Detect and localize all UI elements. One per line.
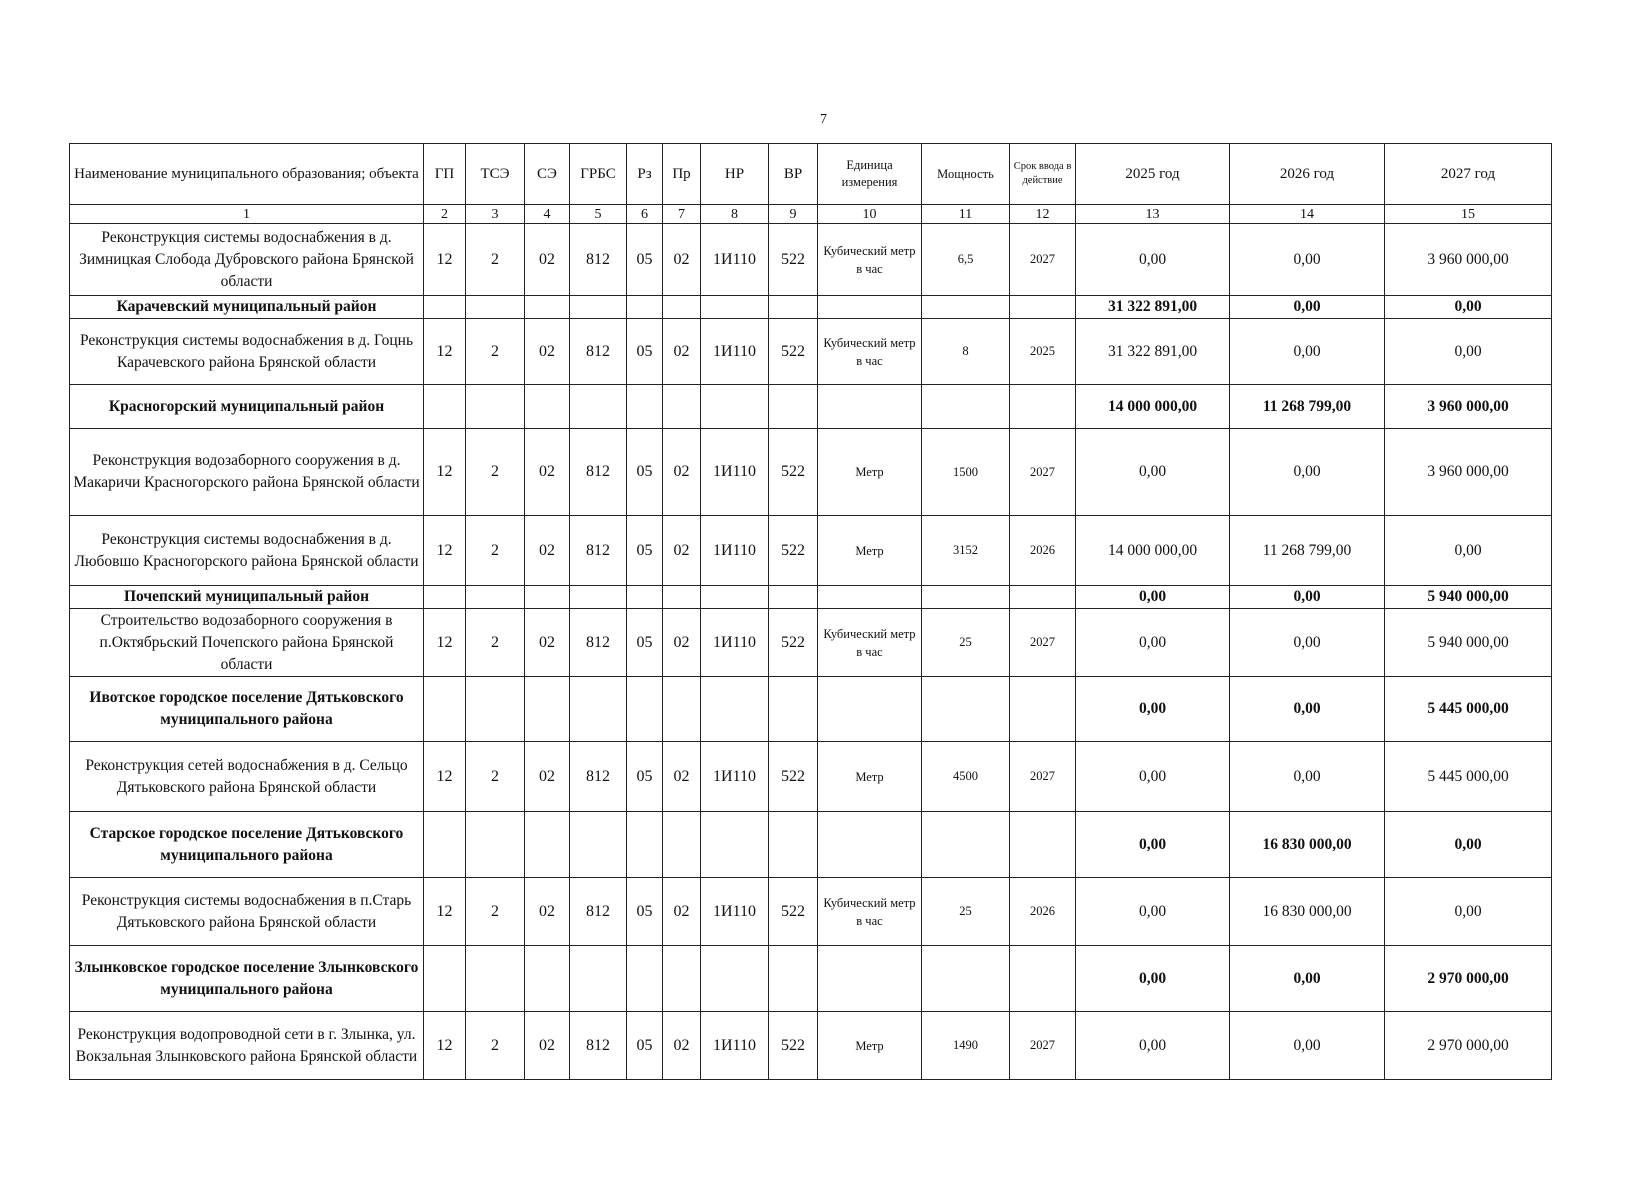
cell-grbs: 812 — [570, 319, 627, 385]
header-nr: НР — [701, 144, 769, 205]
cell-2026: 0,00 — [1230, 677, 1385, 742]
empty-cell — [466, 586, 525, 609]
cell-grbs: 812 — [570, 1012, 627, 1080]
cell-2025: 0,00 — [1076, 1012, 1230, 1080]
cell-vr: 522 — [769, 319, 818, 385]
cell-2026: 0,00 — [1230, 742, 1385, 812]
cell-se: 02 — [525, 516, 570, 586]
cell-se: 02 — [525, 878, 570, 946]
cell-2027: 5 940 000,00 — [1385, 586, 1552, 609]
cell-term: 2027 — [1010, 609, 1076, 677]
object-name: Реконструкция системы водоснабжения в д. Зимницкая Слобода Дубровского района Брянской области — [70, 224, 424, 296]
empty-cell — [701, 586, 769, 609]
header-rz: Рз — [627, 144, 663, 205]
header-pr: Пр — [663, 144, 701, 205]
empty-cell — [818, 385, 922, 429]
cell-vr: 522 — [769, 878, 818, 946]
cell-2027: 2 970 000,00 — [1385, 1012, 1552, 1080]
empty-cell — [922, 296, 1010, 319]
column-number: 8 — [701, 205, 769, 224]
column-number: 4 — [525, 205, 570, 224]
cell-tse: 2 — [466, 516, 525, 586]
table-row — [70, 224, 1552, 296]
cell-term: 2027 — [1010, 224, 1076, 296]
cell-2025: 0,00 — [1076, 586, 1230, 609]
cell-gp: 12 — [424, 742, 466, 812]
header-2025: 2025 год — [1076, 144, 1230, 205]
cell-vr: 522 — [769, 516, 818, 586]
column-number: 6 — [627, 205, 663, 224]
cell-power: 1500 — [922, 429, 1010, 516]
column-number: 15 — [1385, 205, 1552, 224]
empty-cell — [525, 296, 570, 319]
column-number: 5 — [570, 205, 627, 224]
cell-term: 2027 — [1010, 429, 1076, 516]
column-number: 14 — [1230, 205, 1385, 224]
cell-2027: 0,00 — [1385, 296, 1552, 319]
header-row — [70, 144, 1552, 205]
empty-cell — [466, 296, 525, 319]
group-name: Ивотское городское поселение Дятьковского муниципального района — [70, 677, 424, 742]
header-2027: 2027 год — [1385, 144, 1552, 205]
empty-cell — [1010, 812, 1076, 878]
empty-cell — [570, 812, 627, 878]
table-row — [70, 609, 1552, 677]
empty-cell — [663, 385, 701, 429]
cell-2027: 0,00 — [1385, 878, 1552, 946]
empty-cell — [818, 812, 922, 878]
empty-cell — [1010, 946, 1076, 1012]
empty-cell — [818, 296, 922, 319]
empty-cell — [922, 812, 1010, 878]
empty-cell — [922, 385, 1010, 429]
cell-se: 02 — [525, 429, 570, 516]
cell-2025: 0,00 — [1076, 742, 1230, 812]
cell-term: 2026 — [1010, 516, 1076, 586]
cell-grbs: 812 — [570, 742, 627, 812]
cell-2027: 2 970 000,00 — [1385, 946, 1552, 1012]
empty-cell — [663, 677, 701, 742]
cell-power: 4500 — [922, 742, 1010, 812]
cell-unit: Кубический метр в час — [818, 609, 922, 677]
empty-cell — [769, 296, 818, 319]
cell-2025: 0,00 — [1076, 812, 1230, 878]
empty-cell — [466, 946, 525, 1012]
cell-power: 8 — [922, 319, 1010, 385]
cell-pr: 02 — [663, 429, 701, 516]
cell-nr: 1И110 — [701, 224, 769, 296]
empty-cell — [525, 946, 570, 1012]
cell-se: 02 — [525, 224, 570, 296]
cell-2025: 0,00 — [1076, 609, 1230, 677]
header-grbs: ГРБС — [570, 144, 627, 205]
cell-term: 2026 — [1010, 878, 1076, 946]
cell-2026: 16 830 000,00 — [1230, 878, 1385, 946]
cell-tse: 2 — [466, 224, 525, 296]
object-name: Реконструкция системы водоснабжения в п.Старь Дятьковского района Брянской области — [70, 878, 424, 946]
empty-cell — [1010, 586, 1076, 609]
cell-rz: 05 — [627, 516, 663, 586]
empty-cell — [525, 385, 570, 429]
empty-cell — [769, 385, 818, 429]
cell-unit: Метр — [818, 1012, 922, 1080]
cell-unit: Кубический метр в час — [818, 224, 922, 296]
empty-cell — [922, 677, 1010, 742]
group-row — [70, 812, 1552, 878]
group-row — [70, 296, 1552, 319]
cell-2026: 0,00 — [1230, 224, 1385, 296]
table-row — [70, 1012, 1552, 1080]
cell-rz: 05 — [627, 609, 663, 677]
cell-power: 25 — [922, 878, 1010, 946]
cell-term: 2025 — [1010, 319, 1076, 385]
empty-cell — [424, 677, 466, 742]
group-row — [70, 946, 1552, 1012]
object-name: Реконструкция водопроводной сети в г. Злынка, ул. Вокзальная Злынковского района Брянской области — [70, 1012, 424, 1080]
cell-vr: 522 — [769, 1012, 818, 1080]
cell-grbs: 812 — [570, 429, 627, 516]
cell-rz: 05 — [627, 429, 663, 516]
cell-2025: 0,00 — [1076, 878, 1230, 946]
cell-rz: 05 — [627, 1012, 663, 1080]
cell-2025: 14 000 000,00 — [1076, 385, 1230, 429]
cell-2027: 5 940 000,00 — [1385, 609, 1552, 677]
cell-term: 2027 — [1010, 742, 1076, 812]
group-name: Старское городское поселение Дятьковского муниципального района — [70, 812, 424, 878]
cell-se: 02 — [525, 1012, 570, 1080]
cell-pr: 02 — [663, 319, 701, 385]
column-number: 2 — [424, 205, 466, 224]
cell-se: 02 — [525, 319, 570, 385]
cell-2026: 16 830 000,00 — [1230, 812, 1385, 878]
cell-unit: Метр — [818, 516, 922, 586]
cell-tse: 2 — [466, 878, 525, 946]
cell-tse: 2 — [466, 429, 525, 516]
cell-2025: 0,00 — [1076, 677, 1230, 742]
object-name: Строительство водозаборного сооружения в п.Октябрьский Почепского района Брянской области — [70, 609, 424, 677]
cell-grbs: 812 — [570, 516, 627, 586]
empty-cell — [769, 946, 818, 1012]
cell-tse: 2 — [466, 742, 525, 812]
cell-2027: 3 960 000,00 — [1385, 224, 1552, 296]
object-name: Реконструкция системы водоснабжения в д. Гоцнь Карачевского района Брянской области — [70, 319, 424, 385]
column-number: 7 — [663, 205, 701, 224]
cell-2027: 5 445 000,00 — [1385, 677, 1552, 742]
column-number: 12 — [1010, 205, 1076, 224]
cell-vr: 522 — [769, 429, 818, 516]
cell-tse: 2 — [466, 1012, 525, 1080]
cell-2026: 0,00 — [1230, 946, 1385, 1012]
table-row — [70, 742, 1552, 812]
empty-cell — [466, 812, 525, 878]
object-name: Реконструкция водозаборного сооружения в д. Макаричи Красногорского района Брянской области — [70, 429, 424, 516]
header-vr: ВР — [769, 144, 818, 205]
empty-cell — [627, 946, 663, 1012]
cell-pr: 02 — [663, 878, 701, 946]
header-se: СЭ — [525, 144, 570, 205]
cell-2027: 5 445 000,00 — [1385, 742, 1552, 812]
empty-cell — [466, 677, 525, 742]
cell-power: 25 — [922, 609, 1010, 677]
cell-grbs: 812 — [570, 609, 627, 677]
cell-pr: 02 — [663, 1012, 701, 1080]
header-term: Срок ввода в действие — [1010, 144, 1076, 205]
empty-cell — [701, 385, 769, 429]
empty-cell — [424, 946, 466, 1012]
cell-2027: 3 960 000,00 — [1385, 429, 1552, 516]
column-number: 1 — [70, 205, 424, 224]
cell-gp: 12 — [424, 319, 466, 385]
cell-gp: 12 — [424, 429, 466, 516]
group-row — [70, 586, 1552, 609]
empty-cell — [922, 586, 1010, 609]
group-name: Злынковское городское поселение Злынковского муниципального района — [70, 946, 424, 1012]
empty-cell — [525, 677, 570, 742]
cell-2027: 0,00 — [1385, 319, 1552, 385]
cell-2025: 0,00 — [1076, 224, 1230, 296]
cell-2025: 14 000 000,00 — [1076, 516, 1230, 586]
column-number-row — [70, 205, 1552, 224]
cell-2025: 0,00 — [1076, 946, 1230, 1012]
group-row — [70, 677, 1552, 742]
group-name: Красногорский муниципальный район — [70, 385, 424, 429]
empty-cell — [627, 812, 663, 878]
cell-rz: 05 — [627, 878, 663, 946]
cell-rz: 05 — [627, 319, 663, 385]
header-2026: 2026 год — [1230, 144, 1385, 205]
empty-cell — [525, 586, 570, 609]
cell-power: 3152 — [922, 516, 1010, 586]
empty-cell — [570, 385, 627, 429]
cell-power: 1490 — [922, 1012, 1010, 1080]
cell-se: 02 — [525, 742, 570, 812]
empty-cell — [570, 677, 627, 742]
empty-cell — [424, 385, 466, 429]
empty-cell — [818, 677, 922, 742]
cell-2026: 11 268 799,00 — [1230, 516, 1385, 586]
budget-table — [69, 143, 1552, 1080]
empty-cell — [627, 586, 663, 609]
cell-2026: 0,00 — [1230, 429, 1385, 516]
cell-nr: 1И110 — [701, 429, 769, 516]
empty-cell — [769, 677, 818, 742]
cell-2026: 0,00 — [1230, 296, 1385, 319]
group-name: Почепский муниципальный район — [70, 586, 424, 609]
empty-cell — [466, 385, 525, 429]
cell-2027: 0,00 — [1385, 812, 1552, 878]
cell-nr: 1И110 — [701, 878, 769, 946]
group-name: Карачевский муниципальный район — [70, 296, 424, 319]
empty-cell — [627, 385, 663, 429]
cell-2025: 31 322 891,00 — [1076, 319, 1230, 385]
empty-cell — [701, 812, 769, 878]
cell-rz: 05 — [627, 742, 663, 812]
empty-cell — [818, 586, 922, 609]
empty-cell — [1010, 296, 1076, 319]
empty-cell — [424, 812, 466, 878]
cell-nr: 1И110 — [701, 516, 769, 586]
page-number: 7 — [820, 112, 827, 127]
cell-pr: 02 — [663, 224, 701, 296]
cell-vr: 522 — [769, 224, 818, 296]
empty-cell — [663, 812, 701, 878]
cell-nr: 1И110 — [701, 609, 769, 677]
object-name: Реконструкция системы водоснабжения в д. Любовшо Красногорского района Брянской области — [70, 516, 424, 586]
cell-2025: 31 322 891,00 — [1076, 296, 1230, 319]
cell-2026: 0,00 — [1230, 319, 1385, 385]
cell-pr: 02 — [663, 609, 701, 677]
table-row — [70, 429, 1552, 516]
object-name: Реконструкция сетей водоснабжения в д. Сельцо Дятьковского района Брянской области — [70, 742, 424, 812]
column-number: 11 — [922, 205, 1010, 224]
empty-cell — [424, 296, 466, 319]
cell-se: 02 — [525, 609, 570, 677]
empty-cell — [769, 812, 818, 878]
cell-vr: 522 — [769, 609, 818, 677]
empty-cell — [627, 677, 663, 742]
cell-gp: 12 — [424, 1012, 466, 1080]
cell-nr: 1И110 — [701, 742, 769, 812]
empty-cell — [570, 586, 627, 609]
group-row — [70, 385, 1552, 429]
empty-cell — [1010, 677, 1076, 742]
table-row — [70, 878, 1552, 946]
cell-grbs: 812 — [570, 878, 627, 946]
header-tse: ТСЭ — [466, 144, 525, 205]
empty-cell — [424, 586, 466, 609]
cell-rz: 05 — [627, 224, 663, 296]
cell-vr: 522 — [769, 742, 818, 812]
cell-tse: 2 — [466, 319, 525, 385]
cell-2026: 0,00 — [1230, 609, 1385, 677]
empty-cell — [627, 296, 663, 319]
column-number: 10 — [818, 205, 922, 224]
cell-2026: 0,00 — [1230, 1012, 1385, 1080]
cell-gp: 12 — [424, 516, 466, 586]
cell-gp: 12 — [424, 224, 466, 296]
cell-nr: 1И110 — [701, 319, 769, 385]
table-row — [70, 319, 1552, 385]
empty-cell — [663, 296, 701, 319]
table-row — [70, 516, 1552, 586]
cell-pr: 02 — [663, 516, 701, 586]
column-number: 13 — [1076, 205, 1230, 224]
empty-cell — [701, 677, 769, 742]
cell-unit: Метр — [818, 429, 922, 516]
empty-cell — [570, 946, 627, 1012]
cell-2025: 0,00 — [1076, 429, 1230, 516]
cell-gp: 12 — [424, 878, 466, 946]
column-number: 3 — [466, 205, 525, 224]
cell-pr: 02 — [663, 742, 701, 812]
header-power: Мощность — [922, 144, 1010, 205]
cell-unit: Кубический метр в час — [818, 319, 922, 385]
cell-unit: Кубический метр в час — [818, 878, 922, 946]
header-name: Наименование муниципального образования; объекта — [70, 144, 424, 205]
empty-cell — [922, 946, 1010, 1012]
cell-power: 6,5 — [922, 224, 1010, 296]
empty-cell — [525, 812, 570, 878]
column-number: 9 — [769, 205, 818, 224]
empty-cell — [663, 946, 701, 1012]
header-gp: ГП — [424, 144, 466, 205]
header-unit: Единица измерения — [818, 144, 922, 205]
empty-cell — [701, 946, 769, 1012]
cell-2027: 0,00 — [1385, 516, 1552, 586]
cell-grbs: 812 — [570, 224, 627, 296]
cell-nr: 1И110 — [701, 1012, 769, 1080]
cell-tse: 2 — [466, 609, 525, 677]
cell-term: 2027 — [1010, 1012, 1076, 1080]
cell-2026: 0,00 — [1230, 586, 1385, 609]
empty-cell — [701, 296, 769, 319]
cell-unit: Метр — [818, 742, 922, 812]
empty-cell — [818, 946, 922, 1012]
cell-gp: 12 — [424, 609, 466, 677]
empty-cell — [570, 296, 627, 319]
empty-cell — [663, 586, 701, 609]
empty-cell — [1010, 385, 1076, 429]
cell-2026: 11 268 799,00 — [1230, 385, 1385, 429]
cell-2027: 3 960 000,00 — [1385, 385, 1552, 429]
empty-cell — [769, 586, 818, 609]
